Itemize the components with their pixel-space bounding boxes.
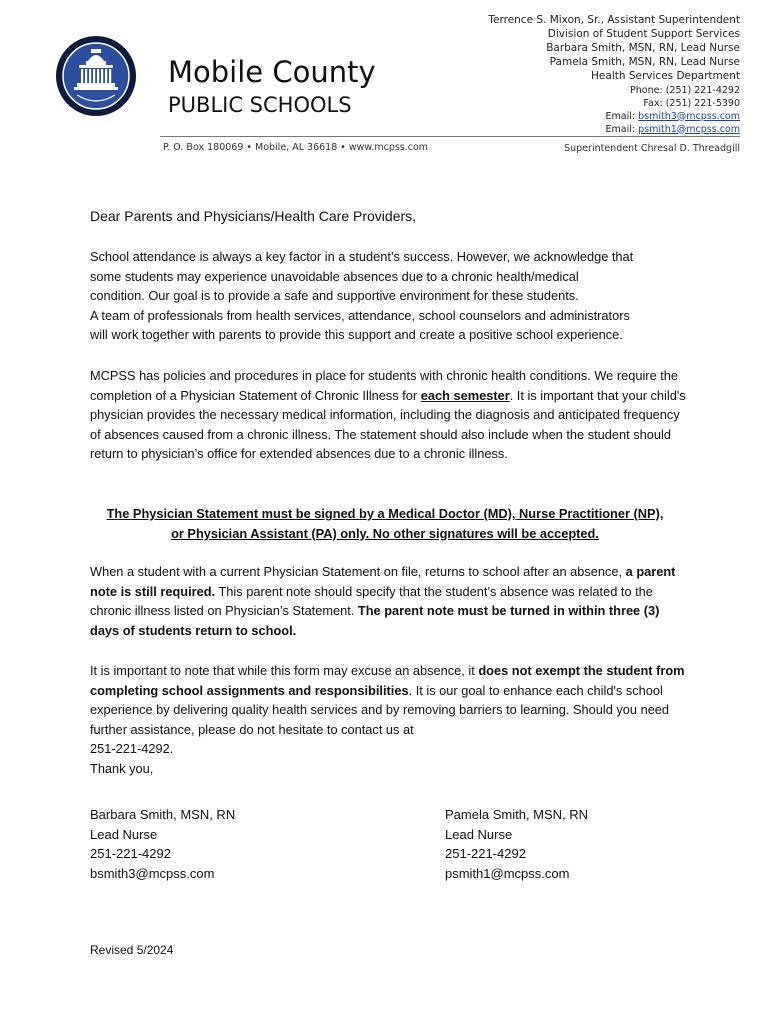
paragraph-line: A team of professionals from health services, attendance, school counselors and administrators — [90, 307, 630, 323]
staff-line: Health Services Department — [591, 69, 740, 82]
email-link-bsmith[interactable]: bsmith3@mcpss.com — [638, 110, 740, 122]
signer-email: bsmith3@mcpss.com — [90, 865, 215, 881]
staff-line: Pamela Smith, MSN, RN, Lead Nurse — [549, 55, 740, 68]
emphasis-deadline: The parent note must be turned in within three (3) days of students return to school. — [90, 603, 660, 638]
email-label: Email: — [605, 123, 636, 135]
emphasis-parent-note: a parent note is still required. — [90, 564, 676, 599]
paragraph-line: will work together with parents to provide this support and create a positive school experience. — [90, 327, 623, 343]
notice-line: or Physician Assistant (PA) only. No other signatures will be accepted. — [171, 525, 599, 541]
org-name: Mobile County — [168, 55, 376, 89]
text-run: . It is important that your child's physician provides the necessary medical information, including the diagnosis and anticipated frequency of absences caused from a chronic illness. The statement should also include when the student should return to physician’s office for extended absences due to a chronic illness. — [90, 387, 686, 462]
email-link-psmith[interactable]: psmith1@mcpss.com — [638, 123, 740, 135]
email-line-2 — [410, 123, 740, 136]
signer-name: Barbara Smith, MSN, RN — [90, 807, 236, 822]
header-contact-block — [410, 14, 740, 136]
phone-number: (251) 221-4292 — [665, 84, 740, 96]
paragraph-line: some students may experience unavoidable absences due to a chronic health/medical — [90, 268, 579, 284]
salutation: Dear Parents and Physicians/Health Care Providers, — [90, 208, 417, 224]
signer-title: Lead Nurse — [445, 826, 513, 842]
signer-name: Pamela Smith, MSN, RN — [445, 807, 589, 822]
email-line-1 — [410, 110, 740, 123]
text-run: It is important to note that while this form may excuse an absence, it — [90, 663, 479, 678]
email-label: Email: — [605, 110, 636, 122]
signature-block-barbara — [90, 805, 235, 883]
org-subtitle: PUBLIC SCHOOLS — [168, 93, 352, 117]
fax-line — [410, 97, 740, 110]
text-run: MCPSS has policies and procedures in place for students with chronic health conditions. We require the completion of a Physician Statement of Chronic Illness for — [90, 368, 679, 403]
signer-phone: 251-221-4292 — [90, 846, 171, 862]
paragraph-line: School attendance is always a key factor in a student’s success. However, we acknowledge that — [90, 249, 634, 264]
superintendent-name: Superintendent Chresal D. Threadgill — [564, 143, 740, 154]
text-run: When a student with a current Physician Statement on file, returns to school after an absence, — [90, 564, 626, 579]
fax-number: (251) 221-5390 — [665, 97, 740, 109]
emphasis-each-semester: each semester — [420, 387, 510, 403]
signer-phone: 251-221-4292 — [445, 846, 526, 862]
phone-line — [410, 84, 740, 97]
paragraph-exemption — [90, 661, 690, 779]
paragraph-attendance — [90, 247, 690, 345]
contact-phone: 251-221-4292. — [90, 741, 174, 757]
mailing-address: P. O. Box 180069 • Mobile, AL 36618 • www.mcpss.com — [163, 142, 429, 153]
signature-block-pamela — [445, 805, 588, 883]
fax-label: Fax: — [643, 97, 663, 109]
paragraph-policies — [90, 366, 690, 464]
text-run: . It is our goal to enhance each child's school experience by delivering quality health services and by removing barriers to learning. Should you need further assistance, please do not hesitate to contact us at — [90, 682, 670, 737]
signer-title: Lead Nurse — [90, 826, 158, 842]
staff-line: Barbara Smith, MSN, RN, Lead Nurse — [546, 41, 740, 54]
header-divider — [160, 136, 740, 137]
emphasis-not-exempt: does not exempt the student from completing school assignments and responsibilities — [90, 663, 685, 698]
text-run: This parent note should specify that the student’s absence was related to the chronic illness listed on Physician’s Statement. — [90, 583, 653, 619]
phone-label: Phone: — [630, 84, 663, 96]
staff-line: Terrence S. Mixon, Sr., Assistant Superintendent — [488, 14, 740, 26]
signature-requirement-notice — [90, 504, 680, 543]
revision-date: Revised 5/2024 — [90, 943, 174, 957]
signer-email: psmith1@mcpss.com — [445, 865, 570, 881]
staff-line: Division of Student Support Services — [547, 27, 740, 40]
paragraph-line: condition. Our goal is to provide a safe and supportive environment for these students. — [90, 288, 579, 304]
paragraph-parent-note — [90, 562, 690, 640]
mcpss-seal-logo — [55, 35, 137, 117]
closing: Thank you, — [90, 760, 154, 776]
notice-line: The Physician Statement must be signed by a Medical Doctor (MD), Nurse Practitioner (NP), — [106, 506, 664, 521]
